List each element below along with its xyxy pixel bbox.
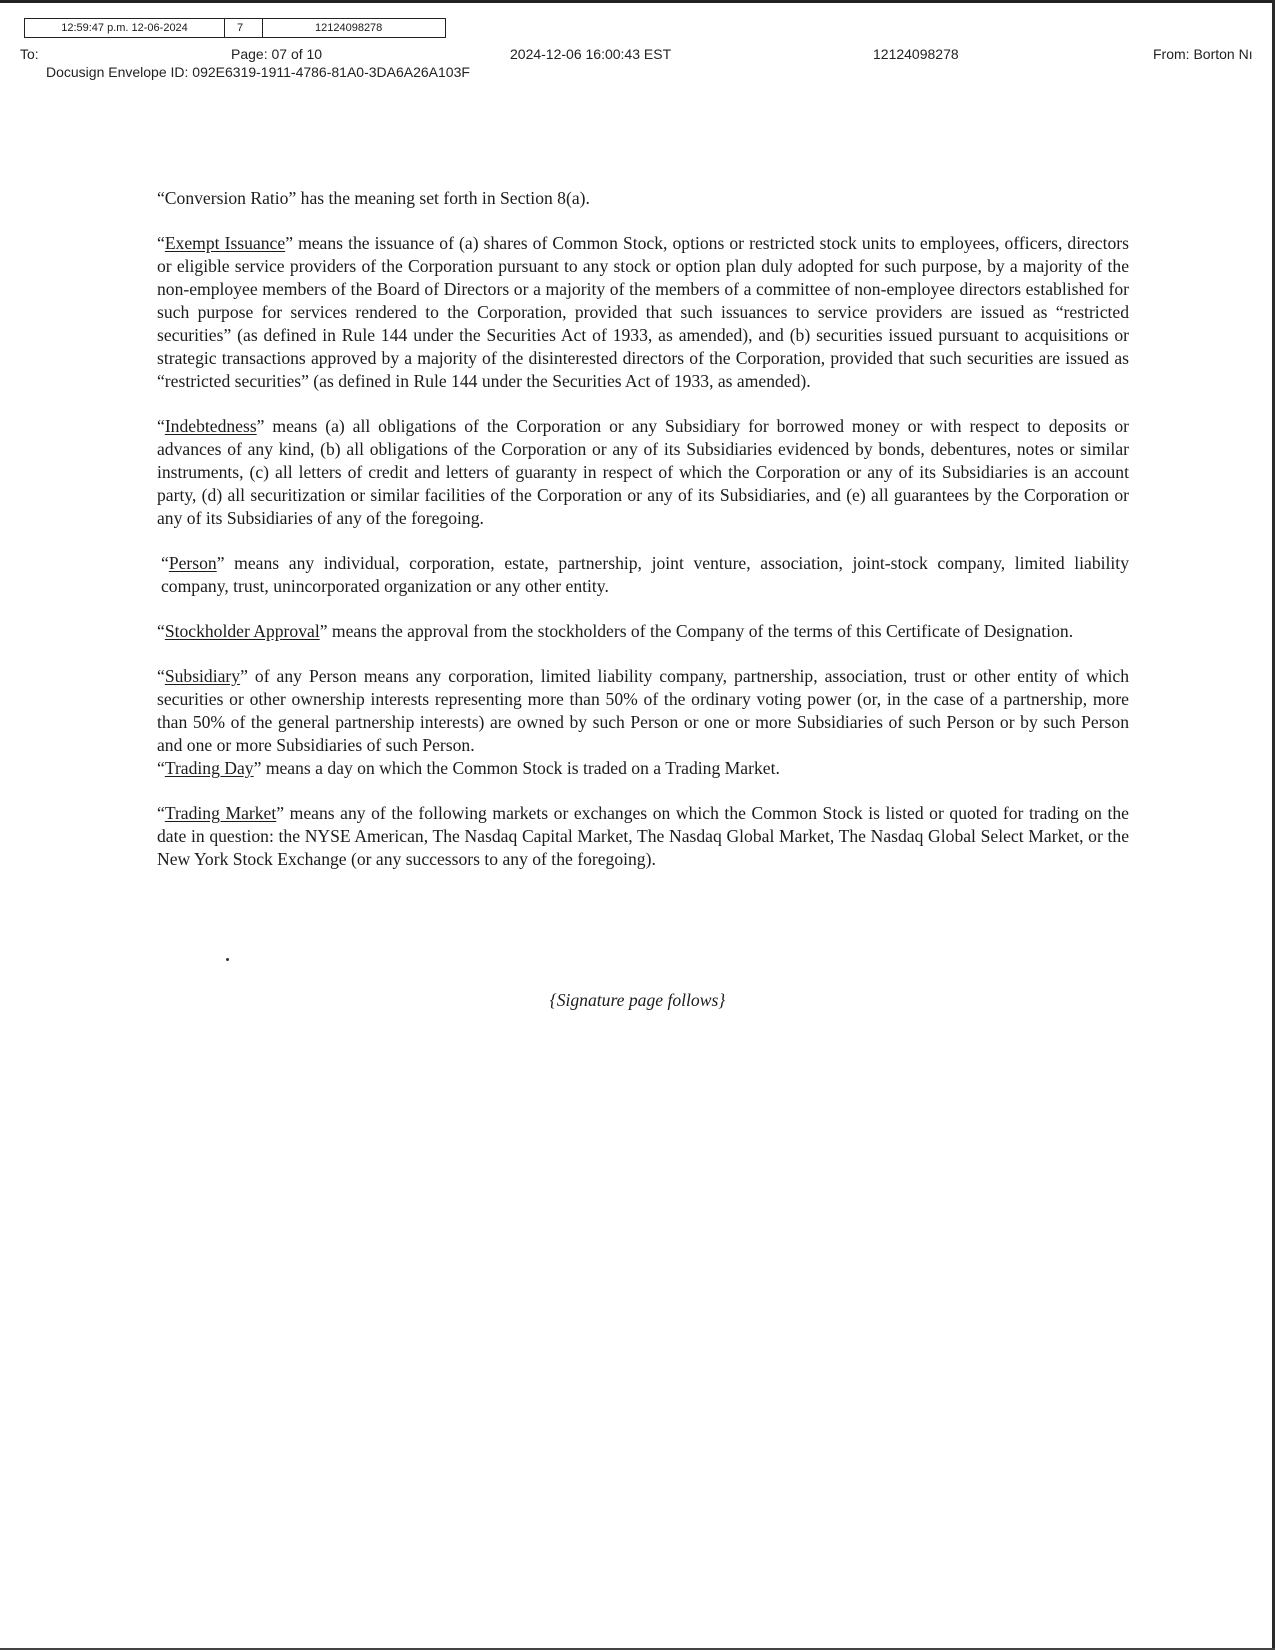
transmission-number: 12124098278 (873, 46, 959, 62)
definition-prefix: “ (157, 803, 165, 823)
definition-stockholder-approval (157, 620, 1129, 643)
from-label: From: Borton Nı (1153, 46, 1253, 62)
definition-person (157, 552, 1129, 598)
definition-text: ” means a day on which the Common Stock is traded on a Trading Market. (253, 758, 780, 778)
definition-trading-market (157, 802, 1129, 871)
definition-text: ” means the issuance of (a) shares of Common Stock, options or restricted stock units to employees, officers, directors or eligible service providers of the Corporation pursuant to any stock or option plan duly adopted for such purpose, by a majority of the non-employee members of the Board of Directors or a majority of the members of a committee of non-employee directors established for such purpose for services rendered to the Corporation, provided that such issuances to service providers are issued as “restricted securities” (as defined in Rule 144 under the Securities Act of 1933, as amended), and (b) securities issued pursuant to acquisitions or strategic transactions approved by a majority of the disinterested directors of the Corporation, provided that such securities are issued as “restricted securities” (as defined in Rule 144 under the Securities Act of 1933, as amended). (157, 233, 1129, 391)
scan-edge-top (0, 0, 1275, 3)
definition-prefix: “ (157, 621, 165, 641)
fax-timestamp: 12:59:47 p.m. 12-06-2024 (25, 19, 225, 37)
definitions-body (157, 187, 1129, 893)
fax-header-box (24, 18, 446, 38)
definition-prefix: “ (157, 416, 165, 436)
defined-term: Exempt Issuance (164, 233, 286, 253)
definition-prefix: “ (161, 553, 169, 573)
definition-text: ” means the approval from the stockholders of the Company of the terms of this Certificate of Designation. (319, 621, 1074, 641)
definition-text: ” means any individual, corporation, estate, partnership, joint venture, association, joint-stock company, limited liability company, trust, unincorporated organization or any other entity. (161, 553, 1129, 596)
definition-conversion-ratio (157, 187, 1129, 210)
definition-trading-day (157, 757, 1129, 780)
definition-exempt-issuance (157, 232, 1129, 393)
stray-mark (226, 958, 229, 961)
definition-prefix: “ (157, 666, 165, 686)
definition-subsidiary (157, 665, 1129, 757)
to-label: To: (20, 46, 39, 62)
definition-text: ” means any of the following markets or exchanges on which the Common Stock is listed or quoted for trading on the date in question: the NYSE American, The Nasdaq Capital Market, The Nasdaq Global Market, The Nasdaq Global Select Market, or the New York Stock Exchange (or any successors to any of the foregoing). (157, 803, 1129, 869)
page-indicator: Page: 07 of 10 (231, 46, 323, 62)
defined-term: Subsidiary (164, 666, 241, 686)
fax-number: 12124098278 (315, 22, 383, 34)
fax-page-number: 7 (225, 19, 263, 37)
defined-term: Person (168, 553, 217, 573)
defined-term: Trading Day (164, 758, 254, 778)
signature-page-note: {Signature page follows} (549, 990, 726, 1010)
definition-text: has the meaning set forth in Section 8(a). (296, 188, 590, 208)
definition-prefix: “ (157, 758, 165, 778)
envelope-id: Docusign Envelope ID: 092E6319-1911-4786-81A0-3DA6A26A103F (46, 64, 470, 80)
definition-text: ” of any Person means any corporation, limited liability company, partnership, association, trust or other entity of which securities or other ownership interests representing more than 50% of the ordinary voting power (or, in the case of a partnership, more than 50% of the general partnership interests) are owned by such Person or one or more Subsidiaries of such Person or by such Person and one or more Subsidiaries of such Person. (157, 666, 1129, 755)
defined-term: Indebtedness (164, 416, 257, 436)
defined-term: Trading Market (164, 803, 277, 823)
defined-term: Stockholder Approval (164, 621, 320, 641)
definition-prefix: “Conversion Ratio” (157, 188, 297, 208)
definition-indebtedness (157, 415, 1129, 530)
transmission-datetime: 2024-12-06 16:00:43 EST (510, 46, 672, 62)
definition-prefix: “ (157, 233, 165, 253)
definition-text: ” means (a) all obligations of the Corporation or any Subsidiary for borrowed money or with respect to deposits or advances of any kind, (b) all obligations of the Corporation or any of its Subsidiaries evidenced by bonds, debentures, notes or similar instruments, (c) all letters of credit and letters of guaranty in respect of which the Corporation or any of its Subsidiaries is an account party, (d) all securitization or similar facilities of the Corporation or any of its Subsidiaries, and (e) all guarantees by the Corporation or any of its Subsidiaries of any of the foregoing. (157, 416, 1129, 528)
